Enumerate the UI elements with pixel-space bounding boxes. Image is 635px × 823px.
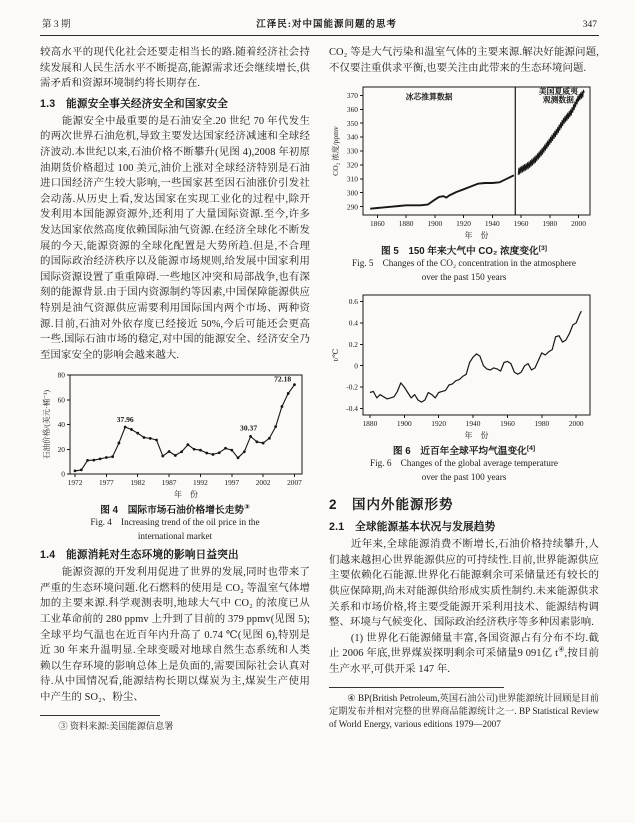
svg-text:60: 60 (57, 395, 65, 405)
svg-text:0.6: 0.6 (348, 297, 358, 307)
footnote-separator-right (329, 687, 504, 688)
figure-4-caption (40, 502, 310, 543)
svg-text:80: 80 (57, 370, 65, 380)
svg-text:观测数据: 观测数据 (542, 95, 574, 105)
footnote-3-marker: ③ (58, 720, 68, 731)
svg-text:1980: 1980 (542, 219, 558, 229)
header-page-number: 347 (582, 20, 597, 30)
svg-text:0.2: 0.2 (348, 340, 358, 350)
svg-text:石油价格/(美元·桶⁻¹): 石油价格/(美元·桶⁻¹) (42, 390, 51, 460)
paragraph-environment-impact: 能源资源的开发利用促进了世界的发展,同时也带来了严重的生态环境问题.化石燃料的使用是 CO₂ 等温室气体增加的主要来源.科学观测表明,地球大气中 CO₂ 的浓度已从工业革命前的 280 ppmv 上升到了目前的 379 ppmv(见图 5);全球平均气温也在近百年内升高了 0.74 ℃(见图 6),特别是近 30 年来升温明显.全球变暖对地球自然生态系统和人类赖以生存环境的影响总体上是负面的,需要国际社会认真对待.从中国情况看,能源结构长期以煤炭为主,煤炭生产使用中产生的 SO₂、粉尘、 (40, 567, 310, 704)
footnote-3-text: 资料来源:美国能源信息署 (69, 720, 174, 731)
figure-4-caption-cn: 图 4 国际市场石油价格增长走势③ (100, 504, 250, 517)
svg-text:1880: 1880 (398, 219, 414, 229)
svg-text:年 份: 年 份 (464, 231, 489, 241)
two-column-body (40, 45, 599, 733)
figure-5-reference: [3] (538, 244, 548, 252)
svg-text:2000: 2000 (568, 419, 584, 429)
oil-price-chart (40, 368, 310, 500)
footnote-4-ref: ④ (558, 646, 565, 654)
figure-6-caption-en-line2: over the past 100 years (421, 471, 507, 482)
svg-text:1920: 1920 (431, 419, 447, 429)
figure-6-reference: [4] (526, 444, 536, 452)
co2-concentration-chart (329, 81, 599, 241)
figure-6-caption-en-line1: Fig. 6 Changes of the global average temperature (369, 458, 559, 469)
svg-text:360: 360 (346, 105, 358, 115)
right-column (329, 45, 599, 733)
svg-text:1992: 1992 (193, 478, 208, 488)
svg-text:340: 340 (346, 132, 358, 142)
paragraph-global-energy-status: 近年来,全球能源消费不断增长,石油价格持续攀升,人们越来越担心世界能源供应的可持续性.目前,世界能源供应主要依赖化石能源.世界化石能源剩余可采储量还有较长的供应保障期,尚未对能源供给形成实质性制约.未来能源供求关系和市场价格,将主要受能源开采利用技术、能源结构调整、环境与气候变化、国际政治经济秩序等多种因素影响. (329, 539, 599, 629)
svg-text:年 份: 年 份 (174, 490, 198, 500)
header-running-title: 江泽民:对中国能源问题的思考 (256, 20, 397, 30)
svg-text:冰芯推算数据: 冰芯推算数据 (405, 92, 453, 102)
paragraph-fossil-reserves: (1) 世界化石能源储量丰富,各国资源占有分布不均.截止 2006 年底,世界煤炭探明剩余可采储量9 091亿 t④,按目前生产水平,可供开采 147 年. (329, 632, 600, 675)
svg-text:330: 330 (346, 146, 358, 156)
figure-5-caption-en-line2: over the past 150 years (421, 271, 507, 282)
paragraph-oil-security: 能源安全中最重要的是石油安全.20 世纪 70 年代发生的两次世界石油危机,导致主要发达国家经济减速和全球经济波动.本世纪以来,石油价格不断攀升(见图 4),2008 年初原油期货价格超过 100 美元,油价上涨对全球经济特别是石油进口国经济产生较大影响,一些国家甚至因石油涨价引发社会动荡.从历史上看,发达国家在实现工业化的过程中,除开发利用本国能源资源外,还利用了大量国际资源.至今,许多发达国家依然高度依赖国际油气资源.在经济全球化不断发展的今天,能源资源的全球化配置是大势所趋.但是,不合理的国际政治经济秩序以及能源市场规则,给发展中国家利用国际资源设置了重重障碍.一些地区冲突和局部战争,也有深刻的能源背景.由于国内资源制约等因素,中国保障能源供应特别是油气资源供应需要利用国际国内两个市场、两种资源.目前,石油对外依存度已经接近 50%,今后可能还会更高一些.国际石油市场的稳定,对中国的能源安全、经济安全乃至国家安全的影响会越来越大. (40, 115, 310, 361)
svg-text:美国夏威夷: 美国夏威夷 (538, 87, 578, 97)
svg-text:72.18: 72.18 (274, 374, 292, 384)
svg-text:1880: 1880 (362, 419, 378, 429)
svg-text:1982: 1982 (130, 478, 146, 488)
svg-text:350: 350 (346, 118, 358, 128)
svg-text:1860: 1860 (369, 219, 385, 229)
figure-6-caption (329, 443, 599, 484)
svg-text:40: 40 (57, 420, 65, 430)
svg-text:20: 20 (57, 445, 65, 455)
svg-text:1900: 1900 (396, 419, 412, 429)
figure-4-caption-en-line2: international market (137, 530, 213, 541)
figure-6 (329, 289, 599, 484)
svg-text:1987: 1987 (161, 478, 177, 488)
svg-text:1960: 1960 (513, 219, 529, 229)
svg-text:1940: 1940 (484, 219, 500, 229)
svg-text:290: 290 (346, 202, 358, 212)
svg-text:370: 370 (346, 91, 358, 101)
svg-text:320: 320 (346, 160, 358, 170)
svg-text:年 份: 年 份 (464, 431, 489, 441)
svg-text:1977: 1977 (98, 478, 114, 488)
svg-text:-0.2: -0.2 (346, 382, 358, 392)
figure-4-caption-en-line1: Fig. 4 Increasing trend of the oil price in the (90, 517, 260, 528)
svg-text:37.96: 37.96 (116, 415, 134, 425)
heading-section-1-4: 1.4 能源消耗对生态环境的影响日益突出 (40, 549, 239, 562)
svg-text:2002: 2002 (255, 478, 271, 488)
svg-text:CO₂ 浓度/ppmv: CO₂ 浓度/ppmv (331, 126, 340, 177)
footnote-4 (329, 692, 599, 732)
svg-text:0: 0 (354, 361, 358, 371)
svg-text:t/℃: t/℃ (331, 348, 340, 362)
svg-text:310: 310 (346, 174, 358, 184)
figure-5 (329, 81, 599, 284)
svg-text:0.4: 0.4 (348, 318, 358, 328)
figure-5-caption-en-line1: Fig. 5 Changes of the CO₂ concentration in the atmosphere (352, 258, 576, 269)
svg-text:1940: 1940 (465, 419, 481, 429)
footnote-4-marker: ④ (347, 692, 356, 703)
figure-6-caption-cn: 图 6 近百年全球平均气温变化[4] (392, 444, 536, 458)
global-temperature-chart (329, 289, 599, 441)
svg-text:300: 300 (346, 188, 358, 198)
svg-text:1997: 1997 (224, 478, 240, 488)
svg-text:1980: 1980 (534, 419, 550, 429)
svg-text:1960: 1960 (500, 419, 515, 429)
paragraph-modernization-continuation: 较高水平的现代化社会还要走相当长的路.随着经济社会持续发展和人民生活水平不断提高,能源需求还会继续增长,供需矛盾和资源环境制约将长期存在. (40, 47, 310, 90)
svg-text:0: 0 (61, 469, 65, 479)
svg-text:-0.4: -0.4 (346, 404, 358, 414)
footnote-separator-left (40, 715, 160, 716)
footnote-3 (40, 720, 310, 733)
left-column (40, 45, 310, 733)
heading-section-1-3: 1.3 能源安全事关经济安全和国家安全 (40, 97, 229, 110)
figure-4-footnote-ref: ③ (243, 504, 250, 512)
heading-section-2: 2 国内外能源形势 (329, 497, 454, 513)
svg-text:1900: 1900 (427, 219, 443, 229)
figure-4 (40, 368, 310, 543)
paragraph-co2-continuation: CO₂ 等是大气污染和温室气体的主要来源.解决好能源问题,不仅要注重供求平衡,也要关注由此带来的生态环境问题. (329, 47, 599, 74)
header-issue: 第 3 期 (42, 20, 71, 30)
heading-section-2-1: 2.1 全球能源基本状况与发展趋势 (329, 521, 496, 534)
svg-text:1920: 1920 (456, 219, 471, 229)
figure-5-caption-cn: 图 5 150 年来大气中 CO₂ 浓度变化[3] (380, 244, 548, 258)
svg-text:2000: 2000 (571, 219, 586, 229)
svg-text:1972: 1972 (67, 478, 83, 488)
figure-5-caption (329, 243, 599, 284)
svg-text:30.37: 30.37 (240, 423, 258, 433)
footnote-4-text: BP(British Petroleum,英国石油公司)世界能源统计回顾是目前定期发布并相对完整的世界商品能源统计之一. BP Statistical Review of World Energy, various editions 1979—2007 (329, 692, 599, 729)
page-header (40, 16, 599, 36)
svg-text:2007: 2007 (287, 478, 302, 488)
